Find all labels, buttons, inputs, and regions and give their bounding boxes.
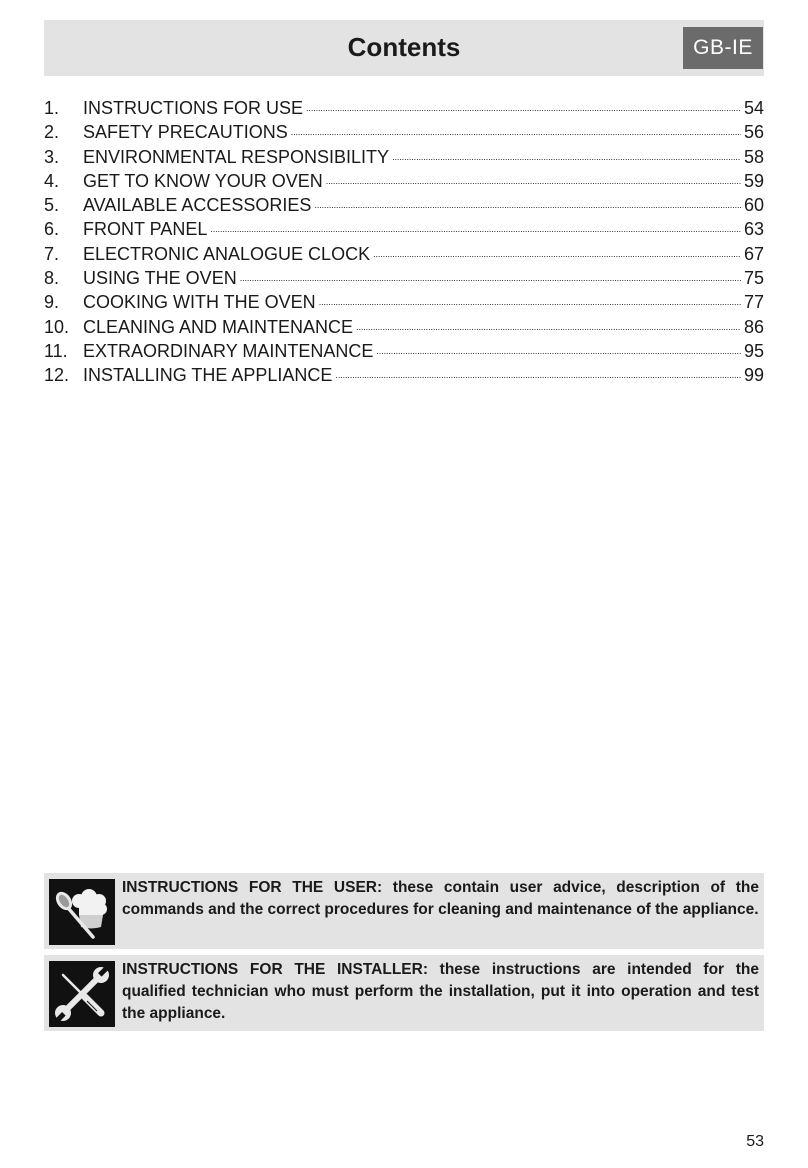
toc-dot-leader: [291, 118, 741, 138]
toc-entry-page: 60: [743, 195, 764, 216]
toc-dot-leader: [376, 337, 741, 357]
toc-entry-number: 11.: [44, 340, 68, 361]
toc-entry-page: 59: [743, 170, 764, 191]
toc-entry-page: 75: [743, 268, 764, 289]
toc-entry-title: ELECTRONIC ANALOGUE CLOCK: [83, 243, 371, 264]
toc-dot-leader: [314, 191, 741, 211]
table-of-contents: [44, 94, 764, 386]
toc-dot-leader: [335, 361, 741, 381]
toc-entry[interactable]: [44, 361, 764, 385]
toc-entry-title: INSTALLING THE APPLIANCE: [83, 365, 333, 386]
user-instructions-note: [44, 873, 764, 949]
toc-dot-leader: [392, 143, 741, 163]
toc-entry-number: 2.: [44, 122, 60, 143]
toc-dot-leader: [240, 264, 741, 284]
toc-entry-page: 95: [743, 340, 764, 361]
toc-entry[interactable]: [44, 313, 764, 337]
toc-entry-number: 10.: [44, 316, 70, 337]
user-instructions-text: INSTRUCTIONS FOR THE USER: these contain user advice, description of the commands and the correct procedures for cleaning and maintenance of the appliance.: [122, 879, 759, 918]
toc-entry-title: GET TO KNOW YOUR OVEN: [83, 170, 323, 191]
page-number: 53: [746, 1133, 764, 1150]
toc-dot-leader: [319, 288, 741, 308]
toc-entry-page: 99: [743, 365, 764, 386]
toc-entry-title: SAFETY PRECAUTIONS: [83, 122, 288, 143]
toc-entry-title: FRONT PANEL: [83, 219, 208, 240]
chef-hat-spoon-icon: [49, 879, 115, 945]
toc-entry-page: 86: [743, 316, 764, 337]
toc-entry-page: 54: [743, 98, 764, 118]
toc-entry[interactable]: [44, 94, 764, 118]
toc-entry[interactable]: [44, 264, 764, 288]
toc-entry[interactable]: [44, 118, 764, 142]
language-badge: GB-IE: [683, 27, 763, 69]
toc-entry-page: 58: [743, 146, 764, 167]
wrench-screwdriver-icon: [49, 961, 115, 1027]
toc-entry-number: 3.: [44, 146, 60, 167]
toc-dot-leader: [326, 167, 741, 187]
toc-entry-number: 12.: [44, 365, 70, 386]
toc-entry-title: EXTRAORDINARY MAINTENANCE: [83, 340, 374, 361]
toc-entry-number: 1.: [44, 98, 60, 118]
toc-dot-leader: [373, 240, 741, 260]
page-title: Contents: [347, 32, 461, 62]
installer-instructions-text: INSTRUCTIONS FOR THE INSTALLER: these instructions are intended for the qualified technician who must perform the installation, put it into operation and test the appliance.: [122, 961, 759, 1022]
toc-entry-number: 4.: [44, 170, 60, 191]
toc-entry-title: INSTRUCTIONS FOR USE: [83, 98, 304, 118]
toc-entry[interactable]: [44, 240, 764, 264]
toc-entry[interactable]: [44, 143, 764, 167]
toc-entry[interactable]: [44, 215, 764, 239]
toc-entry-number: 5.: [44, 195, 60, 216]
toc-entry-page: 67: [743, 243, 764, 264]
toc-entry[interactable]: [44, 337, 764, 361]
toc-entry[interactable]: [44, 191, 764, 215]
toc-entry-number: 9.: [44, 292, 60, 313]
toc-entry-title: USING THE OVEN: [83, 268, 237, 289]
toc-entry[interactable]: [44, 288, 764, 312]
toc-dot-leader: [210, 215, 741, 235]
installer-instructions-note: [44, 955, 764, 1031]
toc-entry[interactable]: [44, 167, 764, 191]
toc-entry-page: 63: [743, 219, 764, 240]
toc-entry-title: COOKING WITH THE OVEN: [83, 292, 316, 313]
toc-entry-title: CLEANING AND MAINTENANCE: [83, 316, 354, 337]
header-bar: [44, 20, 764, 76]
toc-dot-leader: [356, 313, 741, 333]
toc-entry-number: 8.: [44, 268, 60, 289]
toc-dot-leader: [306, 94, 741, 114]
toc-entry-number: 6.: [44, 219, 60, 240]
toc-entry-page: 56: [743, 122, 764, 143]
toc-entry-title: ENVIRONMENTAL RESPONSIBILITY: [83, 146, 390, 167]
toc-entry-title: AVAILABLE ACCESSORIES: [83, 195, 312, 216]
toc-entry-page: 77: [743, 292, 764, 313]
toc-entry-number: 7.: [44, 243, 60, 264]
